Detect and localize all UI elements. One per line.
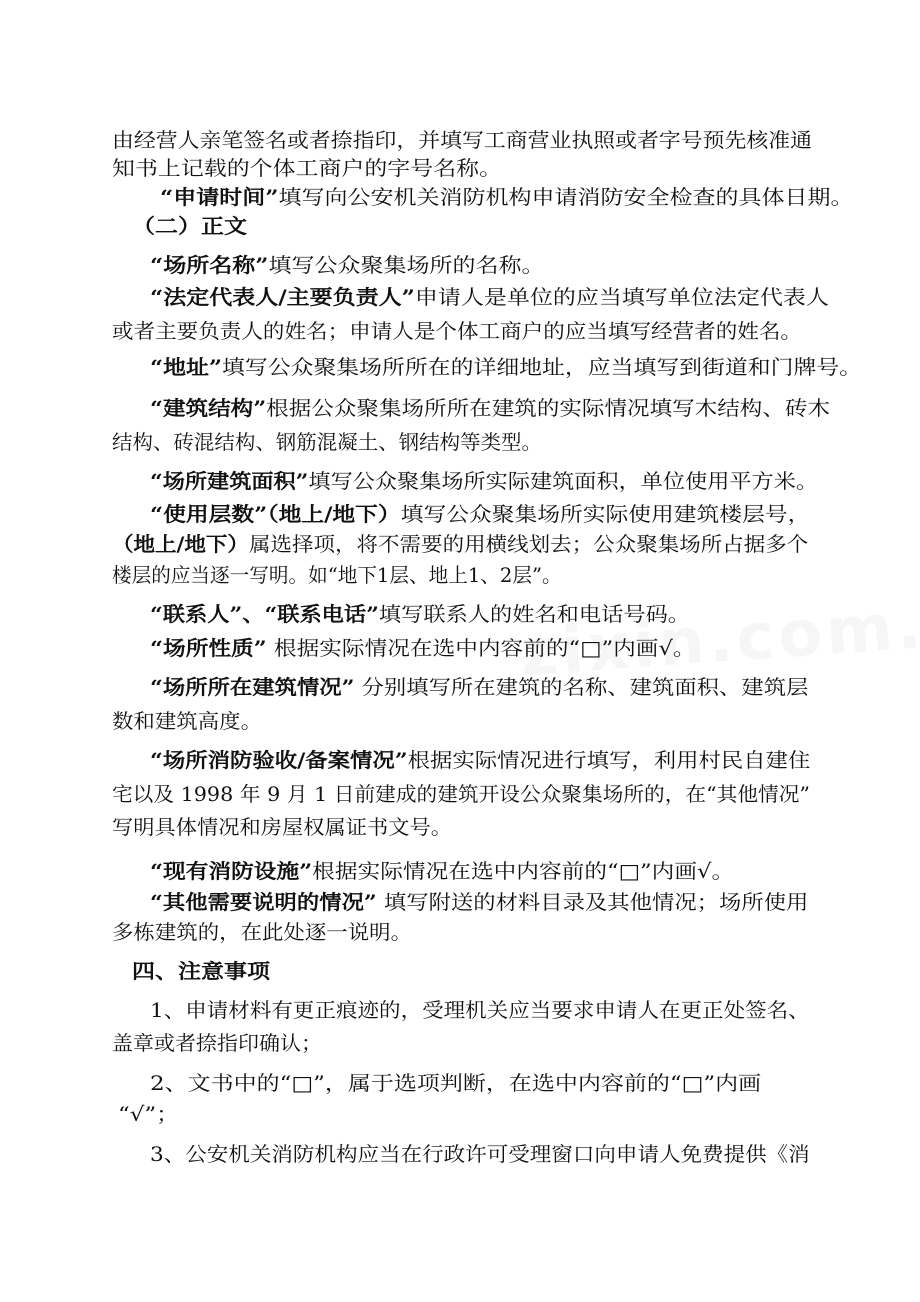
- text-run: 填写附送的材料目录及其他情况；场所使用: [376, 890, 809, 914]
- bold-run: “场所所在建筑情况”: [150, 675, 355, 699]
- text-run: 填写联系人的姓名和电话号码。: [378, 602, 691, 626]
- text-line: [160, 183, 853, 211]
- text-run: 3、公安机关消防机构应当在行政许可受理窗口向申请人免费提供《消: [150, 1142, 810, 1166]
- text-line: [112, 1029, 322, 1057]
- text-line: [150, 746, 810, 774]
- text-run: 写明具体情况和房屋权属证书文号。: [112, 815, 452, 839]
- text-run: 结构、砖混结构、钢筋混凝土、钢结构等类型。: [112, 430, 542, 454]
- text-line: [112, 918, 412, 946]
- bold-run: “场所建筑面积”: [150, 469, 309, 493]
- bold-run: “申请时间”: [160, 185, 279, 209]
- text-run: 由经营人亲笔签名或者捺指印，并填写工商营业执照或者字号预先核准通: [112, 128, 813, 152]
- text-run: 分别填写所在建筑的名称、建筑面积、建筑层: [354, 675, 809, 699]
- text-line: [132, 957, 270, 985]
- text-run: 填写公众聚集场所的名称。: [268, 253, 545, 277]
- bold-run: （二）正文: [132, 214, 247, 238]
- bold-run: （地上/地下）: [112, 532, 249, 556]
- text-run: 填写向公安机关消防机构申请消防安全检查的具体日期。: [278, 185, 854, 209]
- text-line: [118, 1100, 179, 1128]
- text-run: 知书上记载的个体工商户的字号名称。: [112, 156, 503, 180]
- bold-run: “场所名称”: [150, 253, 269, 277]
- text-run: 根据实际情况进行填写，利用村民自建住: [407, 748, 811, 772]
- text-run: 根据公众聚集场所所在建筑的实际情况填写木结构、砖木: [266, 396, 831, 420]
- bold-run: “场所消防验收/备案情况”: [150, 748, 408, 772]
- text-line: [112, 154, 502, 182]
- text-line: [150, 394, 830, 422]
- bold-run: “其他需要说明的情况”: [150, 890, 377, 914]
- text-line: [150, 857, 734, 885]
- text-line: [112, 813, 452, 841]
- text-run: 根据实际情况在选中内容前的“□”内画√。: [266, 636, 696, 660]
- text-run: 或者主要负责人的姓名；申请人是个体工商户的应当填写经营者的姓名。: [112, 319, 802, 343]
- text-line: [112, 707, 262, 735]
- text-line: [112, 530, 808, 558]
- text-line: [150, 251, 544, 279]
- text-line: [112, 317, 802, 345]
- text-line: [132, 212, 247, 240]
- text-run: 宅以及 1998 年 9 月 1 日前建成的建筑开设公众聚集场所的，在“其他情况”: [112, 782, 810, 806]
- text-run: 属选择项，将不需要的用横线划去；公众聚集场所占据多个: [248, 532, 809, 556]
- text-run: 填写公众聚集场所实际使用建筑楼层号，: [400, 502, 811, 526]
- text-line: [112, 126, 812, 154]
- text-line: [112, 780, 810, 808]
- text-line: [150, 1140, 810, 1168]
- text-run: 数和建筑高度。: [112, 709, 262, 733]
- text-run: 1、申请材料有更正痕迹的，受理机关应当要求申请人在更正处签名、: [150, 998, 810, 1022]
- text-run: 填写公众聚集场所所在的详细地址，应当填写到街道和门牌号。: [222, 355, 863, 379]
- text-line: [112, 428, 542, 456]
- text-run: 楼层的应当逐一写明。如“地下1层、地上1、2层”。: [112, 563, 562, 587]
- bold-run: “建筑结构”: [150, 396, 267, 420]
- text-run: 2、文书中的“□”，属于选项判断，在选中内容前的“□”内画: [150, 1071, 762, 1095]
- text-line: [150, 283, 829, 311]
- bold-run: “使用层数”（地上/地下）: [150, 502, 401, 526]
- bold-run: 四、注意事项: [132, 959, 270, 983]
- text-line: [150, 1069, 761, 1097]
- bold-run: “场所性质”: [150, 636, 267, 660]
- text-run: 多栋建筑的，在此处逐一说明。: [112, 920, 412, 944]
- text-run: 填写公众聚集场所实际建筑面积，单位使用平方米。: [308, 469, 819, 493]
- text-run: 根据实际情况在选中内容前的“□”内画√。: [312, 859, 735, 883]
- text-line: [150, 888, 808, 916]
- bold-run: “现有消防设施”: [150, 859, 313, 883]
- bold-run: “联系人”、“联系电话”: [150, 602, 379, 626]
- bold-run: “地址”: [150, 355, 223, 379]
- text-run: “√”；: [118, 1102, 180, 1126]
- bold-run: “法定代表人/主要负责人”: [150, 285, 415, 309]
- text-line: [112, 561, 562, 589]
- text-line: [150, 996, 810, 1024]
- text-run: 申请人是单位的应当填写单位法定代表人: [414, 285, 829, 309]
- text-line: [150, 353, 862, 381]
- text-run: 盖章或者捺指印确认；: [112, 1031, 322, 1055]
- text-line: [150, 467, 818, 495]
- text-line: [150, 500, 810, 528]
